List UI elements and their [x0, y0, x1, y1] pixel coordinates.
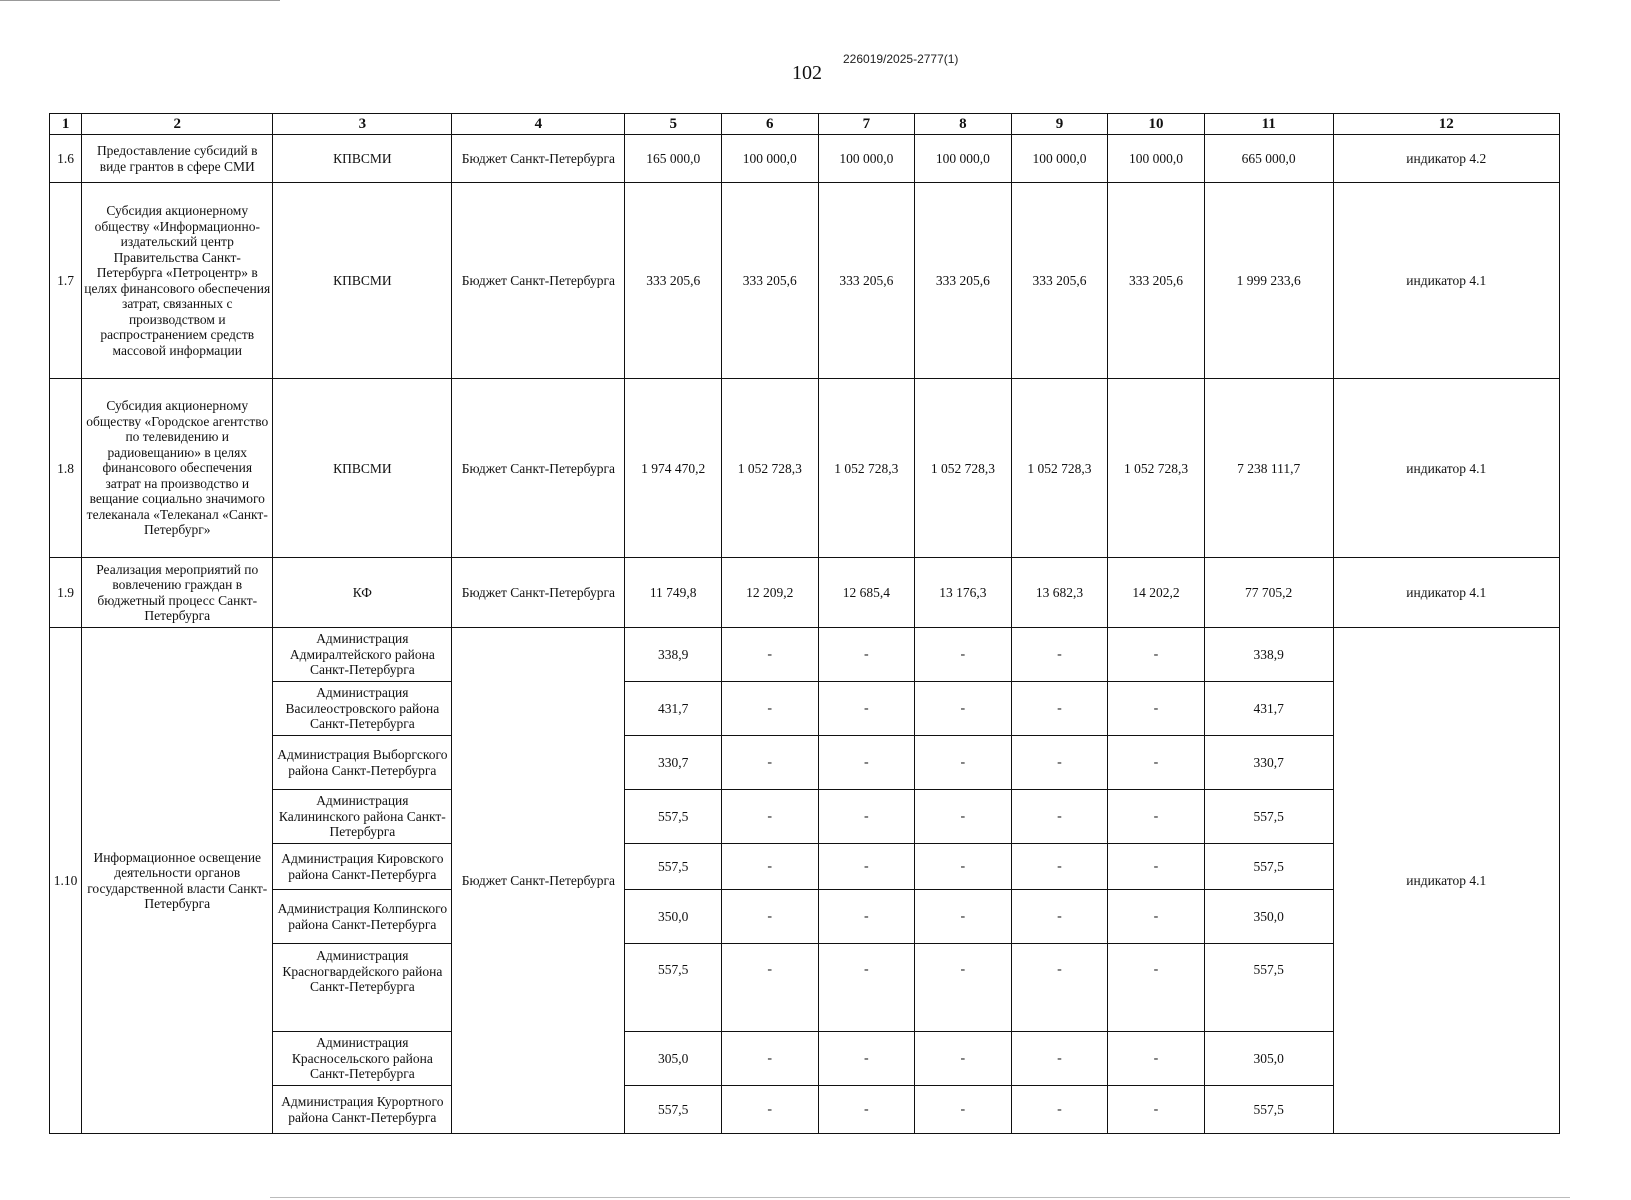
empty-value: -: [818, 944, 915, 1032]
year-value: 333 205,6: [625, 183, 722, 379]
empty-value: -: [1011, 1032, 1108, 1086]
empty-value: -: [818, 1032, 915, 1086]
empty-value: -: [721, 736, 818, 790]
empty-value: -: [1108, 628, 1205, 682]
indicator: индикатор 4.1: [1333, 379, 1559, 558]
indicator: индикатор 4.2: [1333, 135, 1559, 183]
empty-value: -: [915, 1086, 1012, 1134]
year-value: 100 000,0: [721, 135, 818, 183]
col-header: 11: [1204, 114, 1333, 135]
executor: Администрация Курортного района Санкт-Петербурга: [273, 1086, 452, 1134]
total-value: 431,7: [1204, 682, 1333, 736]
empty-value: -: [818, 844, 915, 890]
measure-name: Предоставление субсидий в виде грантов в сфере СМИ: [82, 135, 273, 183]
executor: КПВСМИ: [273, 135, 452, 183]
empty-value: -: [915, 790, 1012, 844]
total-value: 350,0: [1204, 890, 1333, 944]
executor: Администрация Адмиралтейского района Санкт-Петербурга: [273, 628, 452, 682]
year-value: 100 000,0: [1011, 135, 1108, 183]
empty-value: -: [721, 628, 818, 682]
total-value: 1 999 233,6: [1204, 183, 1333, 379]
empty-value: -: [818, 790, 915, 844]
year-value: 333 205,6: [1011, 183, 1108, 379]
row-number: 1.9: [50, 558, 82, 628]
total-value: 330,7: [1204, 736, 1333, 790]
empty-value: -: [1108, 844, 1205, 890]
total-value: 557,5: [1204, 944, 1333, 1032]
year-value: 1 052 728,3: [1011, 379, 1108, 558]
scan-edge-line: [0, 0, 280, 1]
table-row: [50, 1086, 1560, 1134]
year-value: 1 052 728,3: [721, 379, 818, 558]
empty-value: -: [721, 944, 818, 1032]
funding-source: Бюджет Санкт-Петербурга: [452, 135, 625, 183]
measure-name: Субсидия акционерному обществу «Городское агентство по телевидению и радиовещанию» в целях финансового обеспечения затрат на производство и вещание социально значимого телеканала «Телеканал «Санкт-Петербург»: [82, 379, 273, 558]
col-header: 10: [1108, 114, 1205, 135]
table-row: [50, 183, 1560, 379]
empty-value: -: [721, 682, 818, 736]
year-value: 14 202,2: [1108, 558, 1205, 628]
table-row: [50, 944, 1560, 1032]
col-header: 8: [915, 114, 1012, 135]
col-header: 7: [818, 114, 915, 135]
table-row: [50, 890, 1560, 944]
year-value: 1 052 728,3: [915, 379, 1012, 558]
col-header: 4: [452, 114, 625, 135]
table-row: [50, 682, 1560, 736]
empty-value: -: [721, 1032, 818, 1086]
col-header: 2: [82, 114, 273, 135]
table-row: [50, 135, 1560, 183]
col-header: 6: [721, 114, 818, 135]
empty-value: -: [1011, 628, 1108, 682]
year-value: 13 682,3: [1011, 558, 1108, 628]
year-value: 333 205,6: [915, 183, 1012, 379]
empty-value: -: [1108, 736, 1205, 790]
empty-value: -: [1011, 682, 1108, 736]
total-value: 665 000,0: [1204, 135, 1333, 183]
measure-name: Реализация мероприятий по вовлечению граждан в бюджетный процесс Санкт-Петербурга: [82, 558, 273, 628]
executor: Администрация Кировского района Санкт-Петербурга: [273, 844, 452, 890]
executor: Администрация Красносельского района Санкт-Петербурга: [273, 1032, 452, 1086]
year-value: 100 000,0: [1108, 135, 1205, 183]
year-value: 100 000,0: [915, 135, 1012, 183]
year-value: 557,5: [625, 1086, 722, 1134]
measure-name: Субсидия акционерному обществу «Информационно-издательский центр Правительства Санкт-Петербурга «Петроцентр» в целях финансового обеспечения затрат, связанных с производством и распространением средств массовой информации: [82, 183, 273, 379]
col-header: 1: [50, 114, 82, 135]
col-header: 9: [1011, 114, 1108, 135]
document-code: 226019/2025-2777(1): [843, 52, 959, 66]
year-value: 12 685,4: [818, 558, 915, 628]
year-value: 13 176,3: [915, 558, 1012, 628]
table-row: [50, 1032, 1560, 1086]
funding-source: Бюджет Санкт-Петербурга: [452, 628, 625, 1134]
row-number: 1.8: [50, 379, 82, 558]
empty-value: -: [915, 736, 1012, 790]
total-value: 557,5: [1204, 790, 1333, 844]
budget-table: [49, 113, 1560, 1134]
funding-source: Бюджет Санкт-Петербурга: [452, 379, 625, 558]
empty-value: -: [1011, 890, 1108, 944]
year-value: 1 974 470,2: [625, 379, 722, 558]
empty-value: -: [721, 790, 818, 844]
executor: КПВСМИ: [273, 183, 452, 379]
total-value: 7 238 111,7: [1204, 379, 1333, 558]
empty-value: -: [1011, 844, 1108, 890]
empty-value: -: [721, 844, 818, 890]
empty-value: -: [915, 944, 1012, 1032]
year-value: 557,5: [625, 944, 722, 1032]
funding-source: Бюджет Санкт-Петербурга: [452, 558, 625, 628]
executor: Администрация Колпинского района Санкт-Петербурга: [273, 890, 452, 944]
executor: Администрация Василеостровского района Санкт-Петербурга: [273, 682, 452, 736]
year-value: 100 000,0: [818, 135, 915, 183]
empty-value: -: [1108, 944, 1205, 1032]
scan-edge-line: [270, 1197, 1570, 1198]
empty-value: -: [818, 682, 915, 736]
empty-value: -: [721, 890, 818, 944]
table-row: [50, 844, 1560, 890]
empty-value: -: [1108, 1086, 1205, 1134]
empty-value: -: [1011, 1086, 1108, 1134]
total-value: 77 705,2: [1204, 558, 1333, 628]
year-value: 557,5: [625, 844, 722, 890]
empty-value: -: [915, 628, 1012, 682]
empty-value: -: [915, 890, 1012, 944]
year-value: 305,0: [625, 1032, 722, 1086]
page-number: 102: [792, 62, 822, 84]
year-value: 333 205,6: [721, 183, 818, 379]
indicator: индикатор 4.1: [1333, 558, 1559, 628]
indicator: индикатор 4.1: [1333, 628, 1559, 1134]
total-value: 338,9: [1204, 628, 1333, 682]
empty-value: -: [818, 736, 915, 790]
total-value: 557,5: [1204, 844, 1333, 890]
table-row: [50, 379, 1560, 558]
year-value: 330,7: [625, 736, 722, 790]
year-value: 557,5: [625, 790, 722, 844]
table-row: [50, 736, 1560, 790]
empty-value: -: [721, 1086, 818, 1134]
year-value: 333 205,6: [1108, 183, 1205, 379]
year-value: 12 209,2: [721, 558, 818, 628]
year-value: 350,0: [625, 890, 722, 944]
table-row: [50, 628, 1560, 682]
year-value: 165 000,0: [625, 135, 722, 183]
row-number: 1.6: [50, 135, 82, 183]
empty-value: -: [1011, 736, 1108, 790]
empty-value: -: [1011, 790, 1108, 844]
empty-value: -: [818, 890, 915, 944]
empty-value: -: [1011, 944, 1108, 1032]
empty-value: -: [1108, 890, 1205, 944]
col-header: 12: [1333, 114, 1559, 135]
executor: Администрация Красногвардейского района Санкт-Петербурга: [273, 944, 452, 1032]
empty-value: -: [915, 682, 1012, 736]
col-header: 5: [625, 114, 722, 135]
year-value: 333 205,6: [818, 183, 915, 379]
empty-value: -: [915, 844, 1012, 890]
total-value: 557,5: [1204, 1086, 1333, 1134]
row-number: 1.7: [50, 183, 82, 379]
table-row: [50, 790, 1560, 844]
funding-source: Бюджет Санкт-Петербурга: [452, 183, 625, 379]
measure-name: Информационное освещение деятельности органов государственной власти Санкт-Петербурга: [82, 628, 273, 1134]
indicator: индикатор 4.1: [1333, 183, 1559, 379]
executor: Администрация Выборгского района Санкт-Петербурга: [273, 736, 452, 790]
year-value: 1 052 728,3: [1108, 379, 1205, 558]
empty-value: -: [818, 628, 915, 682]
executor: Администрация Калининского района Санкт-Петербурга: [273, 790, 452, 844]
year-value: 338,9: [625, 628, 722, 682]
empty-value: -: [1108, 682, 1205, 736]
empty-value: -: [915, 1032, 1012, 1086]
year-value: 11 749,8: [625, 558, 722, 628]
col-header: 3: [273, 114, 452, 135]
row-number: 1.10: [50, 628, 82, 1134]
year-value: 431,7: [625, 682, 722, 736]
year-value: 1 052 728,3: [818, 379, 915, 558]
executor: КПВСМИ: [273, 379, 452, 558]
header-row: [50, 114, 1560, 135]
empty-value: -: [1108, 790, 1205, 844]
total-value: 305,0: [1204, 1032, 1333, 1086]
empty-value: -: [1108, 1032, 1205, 1086]
empty-value: -: [818, 1086, 915, 1134]
table-row: [50, 558, 1560, 628]
executor: КФ: [273, 558, 452, 628]
